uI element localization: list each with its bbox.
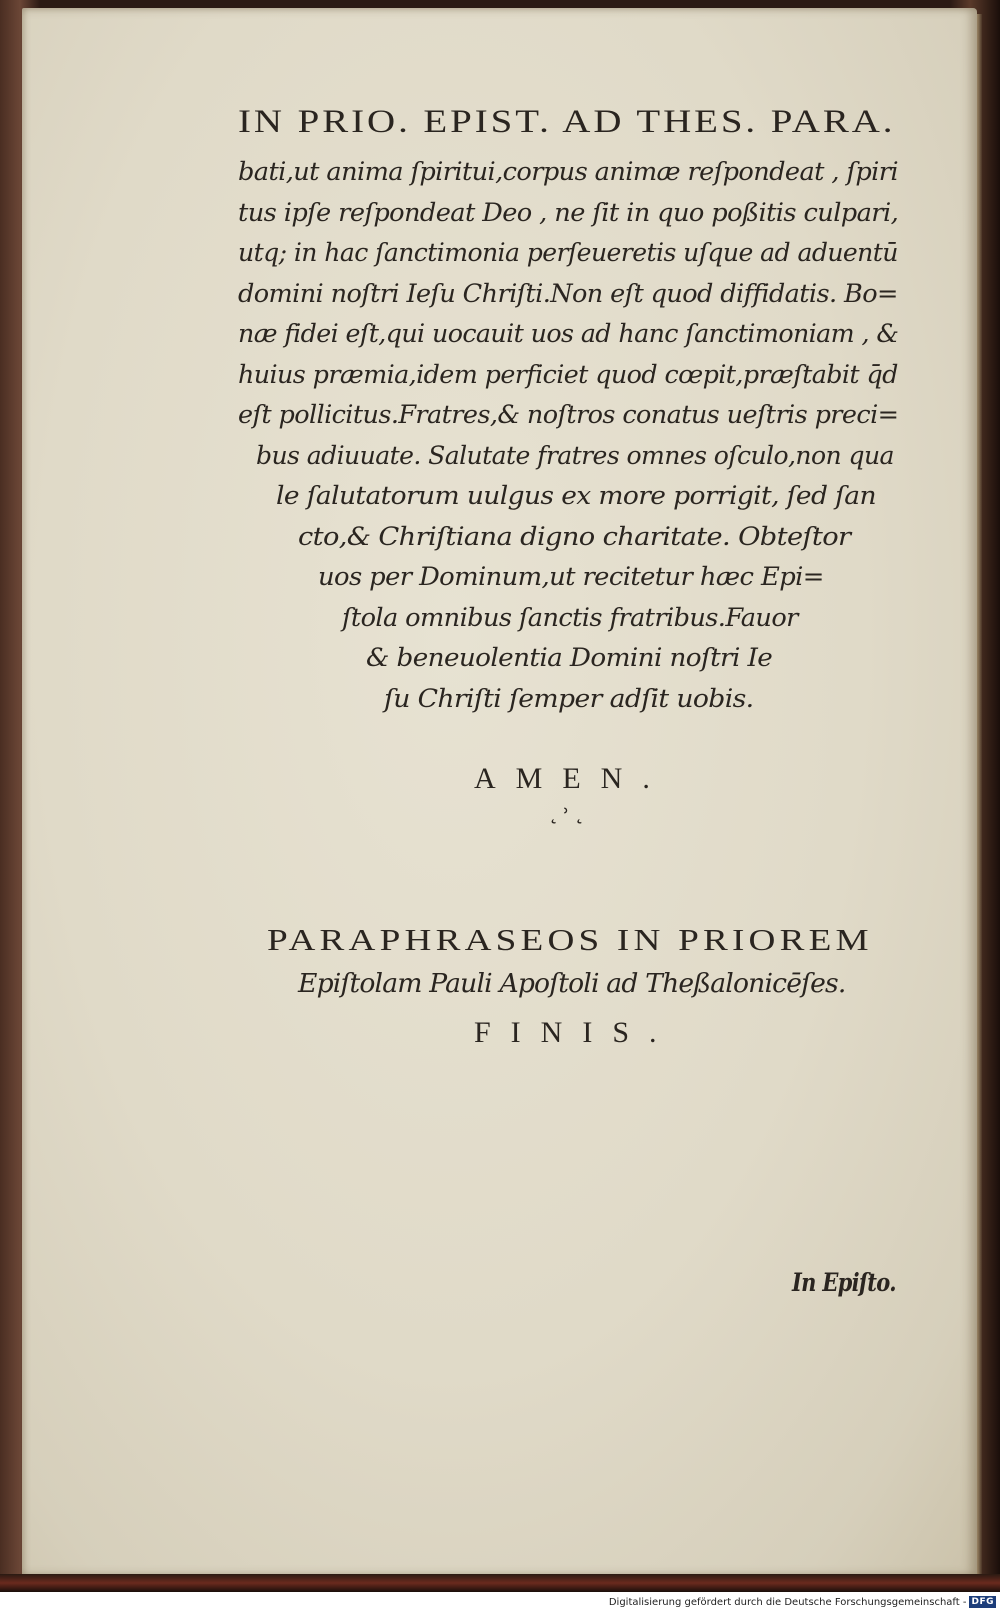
finis-word: FINIS. xyxy=(474,1016,677,1049)
body-line: cto,& Chriſtiana digno charitate. Obteſtor xyxy=(298,521,851,552)
body-line: huius præmia,idem perficiet quod cœpit,præſtabit q̄d xyxy=(238,359,898,390)
body-line: bus adiuuate. Salutate fratres omnes oſculo,non qua xyxy=(256,440,894,471)
credit-text: Digitalisierung gefördert durch die Deutsche Forschungsgemeinschaft - xyxy=(608,1596,967,1608)
dfg-logo-icon: DFG xyxy=(971,1597,994,1607)
body-line: le ſalutatorum uulgus ex more porrigit, ſed ſan xyxy=(276,481,876,511)
body-line: eſt pollicitus.Fratres,& noſtros conatus ueſtris preci= xyxy=(238,400,899,430)
body-line: utq; in hac ſanctimonia perſeueretis uſque ad aduentū xyxy=(238,238,898,268)
body-line: uos per Dominum,ut recitetur hæc Epi= xyxy=(318,562,824,592)
digitization-credit xyxy=(609,1595,996,1609)
book-bottom-edge xyxy=(0,1574,1000,1592)
running-head: IN PRIO. EPIST. AD THES. PARA. xyxy=(238,104,896,140)
ornament-mark: ˛˒˛ xyxy=(548,800,589,825)
body-line: næ fidei eſt,qui uocauit uos ad hanc ſanctimoniam , & xyxy=(238,319,899,349)
body-line: tus ipſe reſpondeat Deo , ne ſit in quo poßitis culpari, xyxy=(238,197,899,228)
colophon-title: PARAPHRASEOS IN PRIOREM xyxy=(267,922,873,957)
colophon-subtitle: Epiſtolam Pauli Apoſtoli ad Theßalonicēſes. xyxy=(298,969,846,999)
catchword: In Epiſto. xyxy=(792,1268,896,1297)
body-line: domini noſtri Ieſu Chriſti.Non eſt quod diffidatis. Bo= xyxy=(238,278,898,309)
body-line: bati,ut anima ſpiritui,corpus animæ reſpondeat , ſpiri xyxy=(238,157,898,187)
body-line: ſtola omnibus ſanctis fratribus.Fauor xyxy=(342,602,798,633)
amen-line: AMEN. xyxy=(474,762,670,795)
body-line: ſu Chriſti ſemper adſit uobis. xyxy=(384,683,754,714)
body-line: & beneuolentia Domini noſtri Ie xyxy=(366,643,773,673)
